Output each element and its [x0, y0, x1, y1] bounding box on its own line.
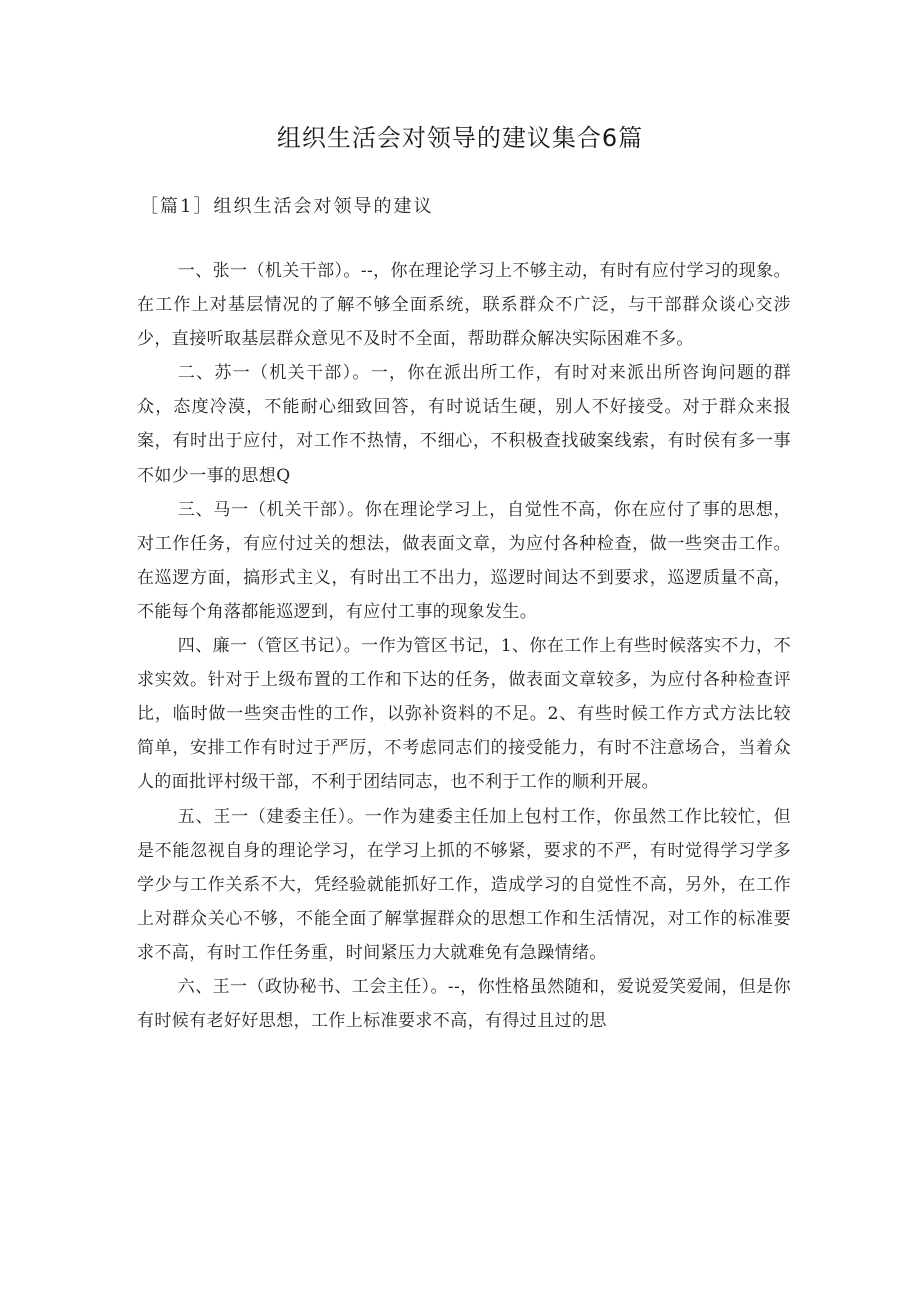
paragraph-wang-jianwei: 五、王一（建委主任）。一作为建委主任加上包村工作，你虽然工作比较忙，但是不能忽视自身的理论学习，在学习上抓的不够紧，要求的不严，有时觉得学习学多学少与工作关系不大，凭经验就能抓好工作，造成学习的自觉性不高，另外，在工作上对群众关心不够，不能全面了解掌握群众的思想工作和生活情况，对工作的标准要求不高，有时工作任务重，时间紧压力大就难免有急躁情绪。 [137, 806, 791, 963]
paragraph-lian: 四、廉一（管区书记）。一作为管区书记，1、你在工作上有些时候落实不力，不求实效。针对于上级布置的工作和下达的任务，做表面文章较多，为应付各种检查评比，临时做一些突击性的工作，以弥补资料的不足。2、有些时候工作方式方法比较简单，安排工作有时过于严厉，不考虑同志们的接受能力，有时不注意场合，当着众人的面批评村级干部，不利于团结同志，也不利于工作的顺利开展。 [137, 636, 791, 793]
paragraph-su: 二、苏一（机关干部）。一，你在派出所工作，有时对来派出所咨询问题的群众，态度冷漠，不能耐心细致回答，有时说话生硬，别人不好接受。对于群众来报案，有时出于应付，对工作不热情，不细心，不积极查找破案线索，有时侯有多一事不如少一事的思想Q [137, 363, 791, 486]
paragraph-ma: 三、马一（机关干部）。你在理论学习上，自觉性不高，你在应付了事的思想，对工作任务，有应付过关的想法，做表面文章，为应付各种检查，做一些突击工作。在巡逻方面，搞形式主义，有时出工不出力，巡逻时间达不到要求，巡逻质量不高，不能每个角落都能巡逻到，有应付工事的现象发生。 [137, 499, 791, 622]
paragraph-wang-zhengxie: 六、王一（政协秘书、工会主任）。--，你性格虽然随和，爱说爱笑爱闹，但是你有时候有老好好思想，工作上标准要求不高，有得过且过的思 [137, 976, 791, 1032]
section-heading: ［篇1］组织生活会对领导的建议 [140, 196, 434, 217]
document-title: 组织生活会对领导的建议集合6篇 [276, 124, 644, 152]
document-body [137, 254, 791, 1038]
paragraph-zhang: 一、张一（机关干部）。--，你在理论学习上不够主动，有时有应付学习的现象。在工作上对基层情况的了解不够全面系统，联系群众不广泛，与干部群众谈心交涉少，直接听取基层群众意见不及时不全面，帮助群众解决实际困难不多。 [137, 261, 791, 350]
